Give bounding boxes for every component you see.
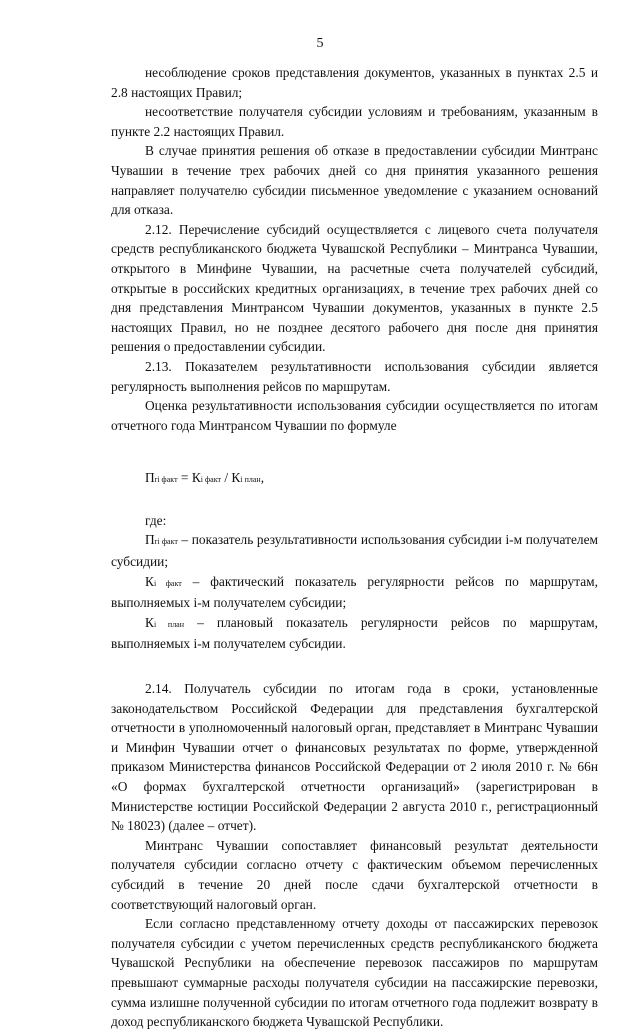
paragraph-refund: Если согласно представленному отчету доходы от пассажирских перевозок получателя субсидии с учетом перечисленных средств республиканского бюджета Чувашской Республики на обеспечение перевозок пассажиров по маршрутам превышают суммарные расходы получателя субсидии на пассажирские перевозки, сумма излишне полученной субсидии по итогам отчетного года подлежит возврату в доход республиканского бюджета Чувашской Республики. — [111, 916, 598, 1030]
formula-p: П — [145, 470, 155, 486]
def-p-sub: ri факт — [154, 537, 178, 547]
paragraph-2-13: 2.13. Показателем результативности использования субсидии является регулярность выполнения рейсов по маршрутам. — [111, 358, 598, 394]
def-k-fact-symbol: К — [145, 573, 154, 589]
formula-end: , — [260, 470, 265, 486]
definition-k-plan — [111, 613, 598, 654]
document-body — [111, 63, 598, 1032]
formula-k-fact-sub: i факт — [200, 475, 221, 485]
formula-eq: = — [177, 470, 192, 486]
paragraph-reason-deadlines: несоблюдение сроков представления документов, указанных в пунктах 2.5 и 2.8 настоящих Правил; — [111, 65, 598, 100]
paragraph-2-14: 2.14. Получатель субсидии по итогам года в сроки, установленные законодательством Российской Федерации для представления бухгалтерской отчетности в уполномоченный налоговый орган, представляет в Минтранс Чувашии и Минфин Чувашии отчет о финансовых результатах по форме, утвержденной приказом Министерства финансов Российской Федерации от 2 июля 2010 г. № 66н «О формах бухгалтерской отчетности организаций» (зарегистрирован в Министерстве юстиции Российской Федерации 2 августа 2010 г., регистрационный № 18023) (далее – отчет). — [111, 681, 598, 834]
formula-p-sub: ri факт — [154, 475, 178, 485]
def-k-plan-sub: i план — [153, 619, 185, 629]
formula-k-plan-sub: i план — [240, 475, 261, 485]
paragraph-2-12: 2.12. Перечисление субсидий осуществляется с лицевого счета получателя средств республиканского бюджета Чувашской Республики – Минтранса Чувашии, открытого в Минфине Чувашии, на расчетные счета получателей субсидий, открытые в российских кредитных организациях, в течение трех рабочих дней со дня представления Минтрансом Чувашии документов, указанных в пункте 2.5 настоящих Правил, но не позднее десятого рабочего дня после дня принятия решения о предоставлении субсидии. — [111, 221, 598, 355]
where-label: где: — [145, 512, 167, 528]
definition-p — [111, 530, 598, 571]
formula-div: / — [221, 470, 232, 486]
page-number: 5 — [316, 36, 324, 51]
formula — [111, 468, 598, 490]
def-k-fact-sub: i факт — [153, 578, 182, 588]
def-p-symbol: П — [145, 532, 155, 548]
paragraph-comparison: Минтранс Чувашии сопоставляет финансовый результат деятельности получателя субсидии согласно отчету с фактическим объемом перечисленных субсидий в течение 20 дней после сдачи бухгалтерской отчетности в соответствующий налоговый орган. — [111, 837, 598, 912]
spacer — [111, 654, 598, 679]
paragraph-reason-noncompliance: несоответствие получателя субсидии условиям и требованиям, указанным в пункте 2.2 настоящих Правил. — [111, 104, 598, 139]
formula-k-fact: К — [191, 470, 201, 486]
formula-k-plan: К — [231, 470, 241, 486]
paragraph-refusal-notice: В случае принятия решения об отказе в предоставлении субсидии Минтранс Чувашии в течение трех рабочих дней со дня принятия указанного решения направляет получателю субсидии письменное уведомление с указанием оснований для отказа. — [111, 143, 598, 218]
def-k-fact-text: – фактический показатель регулярности рейсов по маршрутам, выполняемых i-м получателем субсидии; — [111, 573, 598, 611]
def-k-plan-symbol: К — [145, 614, 154, 630]
paragraph-evaluation: Оценка результативности использования субсидии осуществляется по итогам отчетного года Минтрансом Чувашии по формуле — [111, 398, 598, 433]
def-p-text: – показатель результативности использования субсидии i-м получателем субсидии; — [111, 532, 598, 570]
definition-k-fact — [111, 572, 598, 613]
def-k-plan-text: – плановый показатель регулярности рейсов по маршрутам, выполняемых i-м получателем субсидии. — [111, 614, 598, 652]
